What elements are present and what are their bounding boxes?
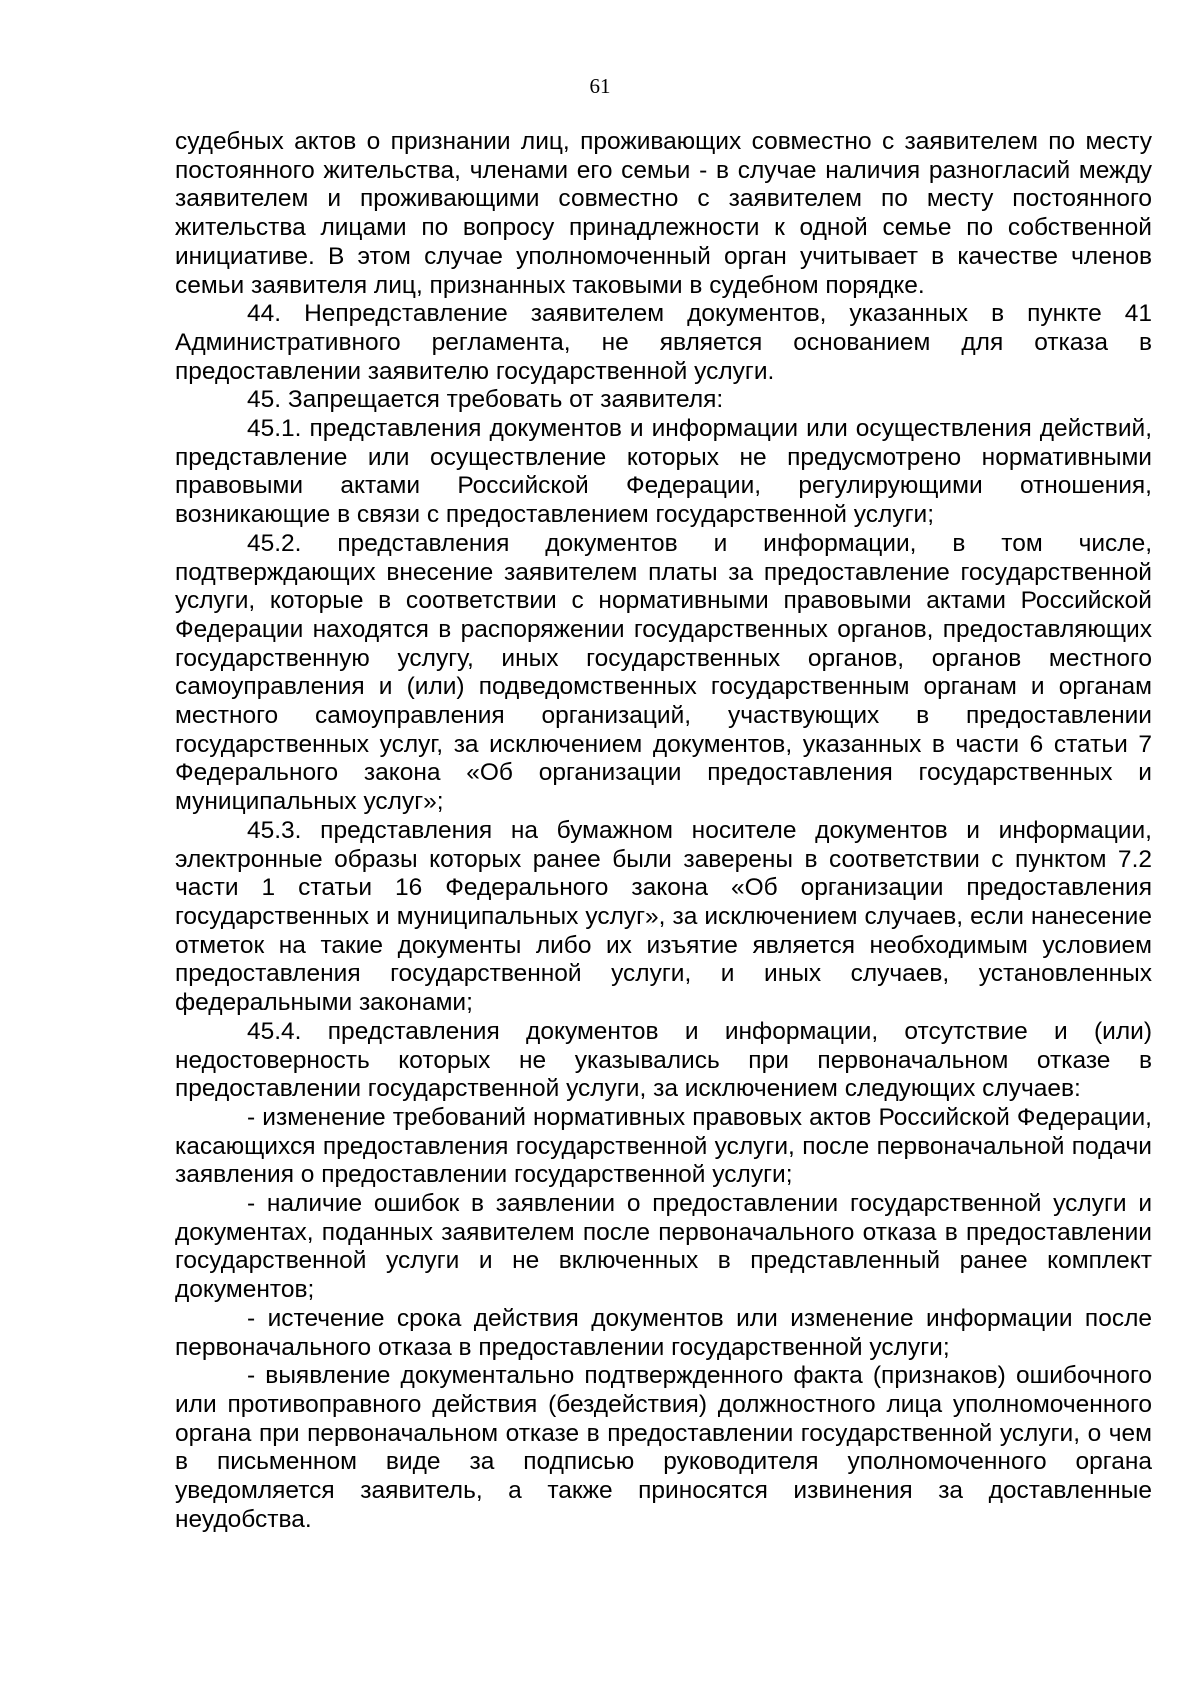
paragraph-continuation: судебных актов о признании лиц, проживающих совместно с заявителем по месту постоянного жительства, членами его семьи - в случае наличия разногласий между заявителем и проживающими совместно с заявителем по месту постоянного жительства лицами по вопросу принадлежности к одной семье по собственной инициативе. В этом случае уполномоченный орган учитывает в качестве членов семьи заявителя лиц, признанных таковыми в судебном порядке. bbox=[175, 128, 1152, 299]
document-body bbox=[175, 128, 1152, 1534]
list-item-violation: - выявление документально подтвержденного факта (признаков) ошибочного или противоправного действия (бездействия) должностного лица уполномоченного органа при первоначальном отказе в предоставлении государственной услуги, о чем в письменном виде за подписью руководителя уполномоченного органа уведомляется заявитель, а также приносятся извинения за доставленные неудобства. bbox=[175, 1362, 1152, 1533]
paragraph-45: 45. Запрещается требовать от заявителя: bbox=[247, 386, 724, 414]
list-item-expiry: - истечение срока действия документов или изменение информации после первоначального отказа в предоставлении государственной услуги; bbox=[175, 1304, 1152, 1361]
list-item-errors: - наличие ошибок в заявлении о предоставлении государственной услуги и документах, поданных заявителем после первоначального отказа в предоставлении государственной услуги и не включенных в представленный ранее комплект документов; bbox=[175, 1190, 1152, 1304]
page-number: 61 bbox=[589, 74, 611, 98]
paragraph-45-1: 45.1. представления документов и информации или осуществления действий, представление или осуществление которых не предусмотрено нормативными правовыми актами Российской Федерации, регулирующими отношения, возникающие в связи с предоставлением государственной услуги; bbox=[175, 415, 1152, 529]
paragraph-45-4: 45.4. представления документов и информации, отсутствие и (или) недостоверность которых не указывались при первоначальном отказе в предоставлении государственной услуги, за исключением следующих случаев: bbox=[175, 1017, 1152, 1103]
paragraph-44: 44. Непредставление заявителем документов, указанных в пункте 41 Административного регламента, не является основанием для отказа в предоставлении заявителю государственной услуги. bbox=[175, 300, 1152, 385]
paragraph-45-2: 45.2. представления документов и информации, в том числе, подтверждающих внесение заявителем платы за предоставление государственной услуги, которые в соответствии с нормативными правовыми актами Российской Федерации находятся в распоряжении государственных органов, предоставляющих государственную услугу, иных государственных органов, органов местного самоуправления и (или) подведомственных государственным органам и органам местного самоуправления организаций, участвующих в предоставлении государственных услуг, за исключением документов, указанных в части 6 статьи 7 Федерального закона «Об организации предоставления государственных и муниципальных услуг»; bbox=[175, 529, 1152, 816]
paragraph-45-3: 45.3. представления на бумажном носителе документов и информации, электронные образы которых ранее были заверены в соответствии с пунктом 7.2 части 1 статьи 16 Федерального закона «Об организации предоставления государственных и муниципальных услуг», за исключением случаев, если нанесение отметок на такие документы либо их изъятие является необходимым условием предоставления государственной услуги, и иных случаев, установленных федеральными законами; bbox=[175, 816, 1152, 1017]
list-item-requirements-change: - изменение требований нормативных правовых актов Российской Федерации, касающихся предоставления государственной услуги, после первоначальной подачи заявления о предоставлении государственной услуги; bbox=[175, 1103, 1152, 1189]
